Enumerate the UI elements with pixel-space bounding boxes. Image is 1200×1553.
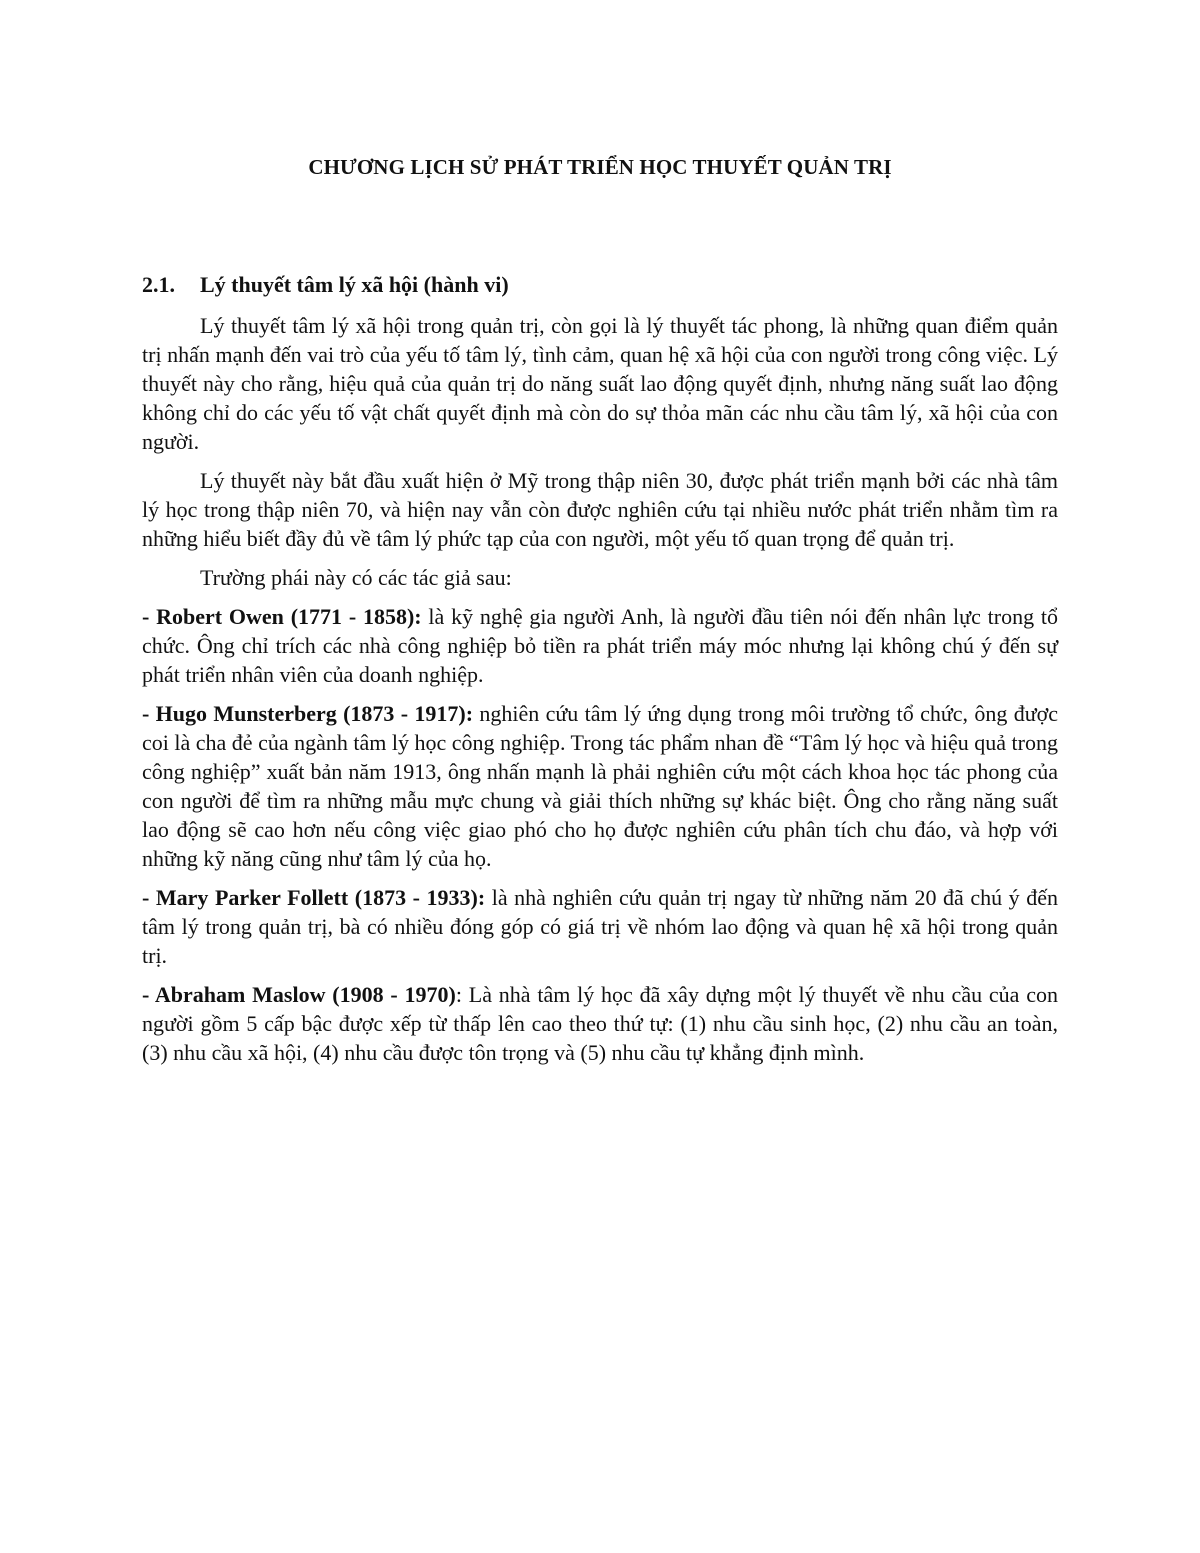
author-description: nghiên cứu tâm lý ứng dụng trong môi trường tổ chức, ông được coi là cha đẻ của ngành tâm lý học công nghiệp. Trong tác phẩm nhan đề “Tâm lý học và hiệu quả trong công nghiệp” xuất bản năm 1913, ông nhấn mạnh là phải nghiên cứu một cách khoa học tác phong của con người để tìm ra những mẫu mực chung và giải thích những sự khác biệt. Ông cho rằng năng suất lao động sẽ cao hơn nếu công việc giao phó cho họ được nghiên cứu phân tích chu đáo, và hợp với những kỹ năng cũng như tâm lý của họ.	[142, 701, 1059, 871]
author-description: là nhà nghiên cứu quản trị ngay từ những năm 20 đã chú ý đến tâm lý trong quản trị, bà có nhiều đóng góp có giá trị về nhóm lao động và quan hệ xã hội trong quản trị.	[142, 885, 1059, 968]
section-heading	[142, 270, 1058, 299]
section-number: 2.1.	[142, 272, 175, 297]
chapter-title: CHƯƠNG LỊCH SỬ PHÁT TRIỂN HỌC THUYẾT QUẢN TRỊ	[308, 155, 892, 179]
section-title: Lý thuyết tâm lý xã hội (hành vi)	[200, 272, 509, 297]
paragraph-authors-lead: Trường phái này có các tác giả sau:	[200, 565, 512, 590]
author-name: Abraham Maslow (1908 - 1970)	[154, 982, 456, 1007]
author-entry-mary-parker-follett	[142, 883, 1058, 970]
author-description: là kỹ nghệ gia người Anh, là người đầu tiên nói đến nhân lực trong tổ chức. Ông chỉ trích các nhà công nghiệp bỏ tiền ra phát triển máy móc nhưng lại không chú ý đến sự phát triển nhân viên của doanh nghiệp.	[142, 604, 1058, 687]
author-name: Hugo Munsterberg (1873 - 1917):	[155, 701, 474, 726]
document-body	[142, 270, 1058, 1077]
author-entry-robert-owen	[142, 602, 1058, 689]
author-description: : Là nhà tâm lý học đã xây dựng một lý thuyết về nhu cầu của con người gồm 5 cấp bậc được xếp từ thấp lên cao theo thứ tự: (1) nhu cầu sinh học, (2) nhu cầu an toàn, (3) nhu cầu xã hội, (4) nhu cầu được tôn trọng và (5) nhu cầu tự khẳng định mình.	[142, 982, 1058, 1065]
author-name: Mary Parker Follett (1873 - 1933):	[155, 885, 486, 910]
author-name: Robert Owen (1771 - 1858):	[156, 604, 422, 629]
paragraph-history: Lý thuyết này bắt đầu xuất hiện ở Mỹ trong thập niên 30, được phát triển mạnh bởi các nhà tâm lý học trong thập niên 70, và hiện nay vẫn còn được nghiên cứu tại nhiều nước phát triển nhằm tìm ra những hiểu biết đầy đủ về tâm lý phức tạp của con người, một yếu tố quan trọng để quản trị.	[142, 468, 1058, 551]
author-prefix: -	[142, 701, 156, 726]
author-entry-abraham-maslow	[142, 980, 1058, 1067]
author-prefix: -	[142, 604, 157, 629]
author-prefix: -	[142, 885, 156, 910]
author-prefix: -	[142, 982, 155, 1007]
author-entry-hugo-munsterberg	[142, 699, 1058, 873]
paragraph-intro: Lý thuyết tâm lý xã hội trong quản trị, còn gọi là lý thuyết tác phong, là những quan điểm quản trị nhấn mạnh đến vai trò của yếu tố tâm lý, tình cảm, quan hệ xã hội của con người trong công việc. Lý thuyết này cho rằng, hiệu quả của quản trị do năng suất lao động quyết định, nhưng năng suất lao động không chỉ do các yếu tố vật chất quyết định mà còn do sự thỏa mãn các nhu cầu tâm lý, xã hội của con người.	[142, 313, 1058, 454]
